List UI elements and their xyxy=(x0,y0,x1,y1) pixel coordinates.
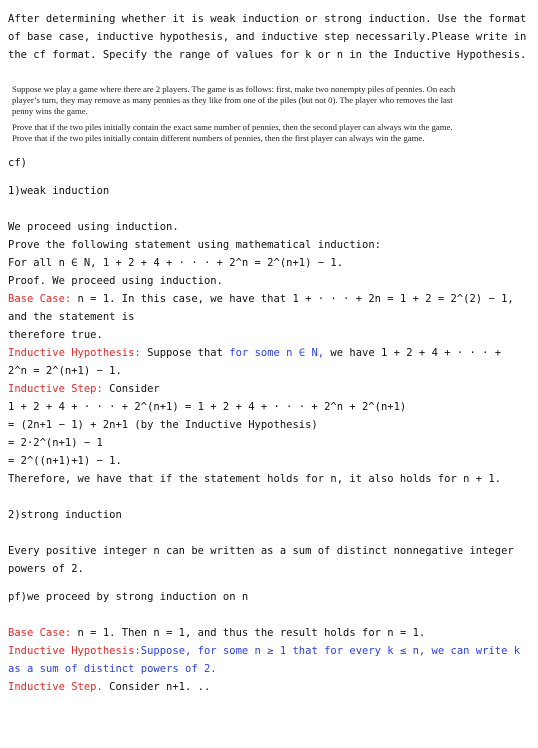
strong-inductive-hypothesis xyxy=(8,642,528,678)
weak-line-2: Prove the following statement using mathematical induction: xyxy=(8,239,381,252)
document-page xyxy=(8,10,528,696)
weak-line-1: We proceed using induction. xyxy=(8,221,179,234)
strong-ih-label: Inductive Hypothesis: xyxy=(8,645,141,658)
weak-equation-3: = 2·2^(n+1) − 1 xyxy=(8,437,103,450)
weak-ih-continuation: 2^n = 2^(n+1) − 1. xyxy=(8,365,122,378)
problem-statement xyxy=(12,84,456,144)
weak-equation-1: 1 + 2 + 4 + · · · + 2^(n+1) = 1 + 2 + 4 + · · · + 2^n + 2^(n+1) xyxy=(8,401,407,414)
weak-ih-range: for some n ∈ N, xyxy=(229,347,325,360)
strong-base-case xyxy=(8,624,528,642)
strong-base-label: Base Case: xyxy=(8,627,72,640)
weak-ih-label: Inductive Hypothesis: xyxy=(8,347,141,360)
weak-equation-4: = 2^((n+1)+1) − 1. xyxy=(8,455,122,468)
cf-label: cf) xyxy=(8,157,27,170)
weak-ih-mid: Suppose that xyxy=(140,347,230,360)
strong-base-text: n = 1. Then n = 1, and thus the result holds for n = 1. xyxy=(71,627,426,640)
weak-base-continuation-1: and the statement is xyxy=(8,311,135,324)
weak-base-label: Base Case: xyxy=(8,293,72,306)
weak-base-case xyxy=(8,290,528,308)
weak-line-4: Proof. We proceed using induction. xyxy=(8,275,223,288)
strong-statement: Every positive integer n can be written as a sum of distinct nonnegative integer powers of 2. xyxy=(8,545,514,576)
problem-paragraph-1: Suppose we play a game where there are 2 players. The game is as follows: first, make two nonempty piles of pennies. On each player’s turn, they may remove as many pennies as they like from one of the piles (but not 0). The player who removes the last penny wins the game. xyxy=(12,84,456,117)
strong-is-label: Inductive Step. xyxy=(8,681,103,694)
intro-instructions: After determining whether it is weak induction or strong induction. Use the format of base case, inductive hypothesis, and inductive step necessarily.Please write in the cf format. Specify the range of values for k or n in the Inductive Hypothesis. xyxy=(8,13,527,61)
weak-base-text: n = 1. In this case, we have that 1 + · · · + 2n = 1 + 2 = 2^(2) − 1, xyxy=(71,293,514,306)
weak-conclusion: Therefore, we have that if the statement holds for n, it also holds for n + 1. xyxy=(8,473,502,486)
weak-ih-text: we have 1 + 2 + 4 + · · · + xyxy=(324,347,502,360)
strong-inductive-step xyxy=(8,678,528,696)
weak-equation-2: = (2n+1 − 1) + 2n+1 (by the Inductive Hypothesis) xyxy=(8,419,318,432)
strong-ih-text: Suppose, for some n ≥ 1 that for every k ≤ n, we can write k as a sum of distinct powers of 2. xyxy=(8,645,521,676)
problem-paragraph-2: Prove that if the two piles initially contain the exact same number of pennies, then the second player can always win the game. Prove that if the two piles initially contain different numbers of pennies, then the first player can always win the game. xyxy=(12,121,453,143)
strong-is-text: Consider n+1. .. xyxy=(102,681,211,694)
weak-base-continuation-2: therefore true. xyxy=(8,329,103,342)
strong-induction-title: 2)strong induction xyxy=(8,509,122,522)
weak-line-3: For all n ∈ N, 1 + 2 + 4 + · · · + 2^n = 2^(n+1) − 1. xyxy=(8,257,344,270)
weak-inductive-step xyxy=(8,380,528,398)
weak-is-label: Inductive Step: xyxy=(8,383,103,396)
weak-induction-title: 1)weak induction xyxy=(8,185,110,198)
weak-inductive-hypothesis xyxy=(8,344,528,362)
weak-is-text: Consider xyxy=(102,383,160,396)
strong-proof-start: pf)we proceed by strong induction on n xyxy=(8,591,249,604)
